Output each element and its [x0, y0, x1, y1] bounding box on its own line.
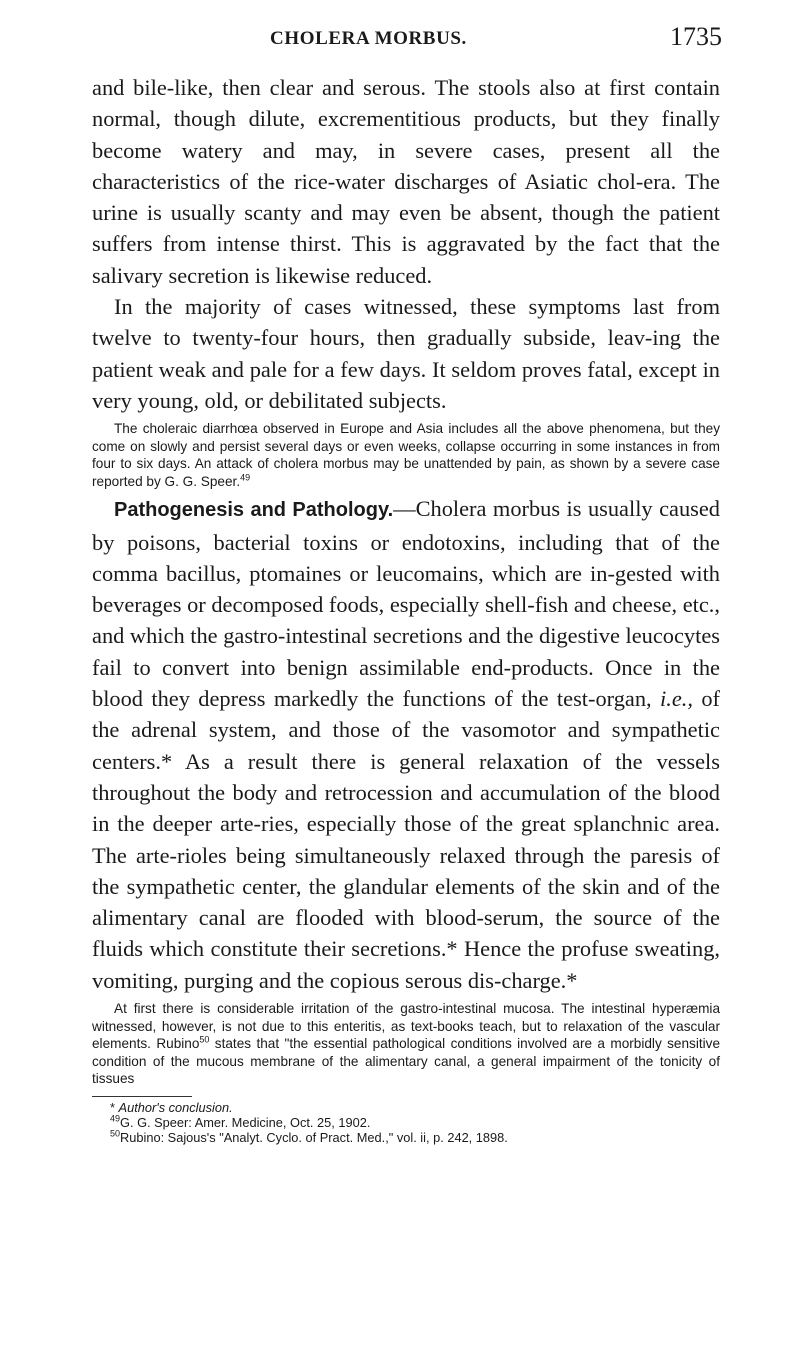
paragraph-continuation: and bile-like, then clear and serous. The stools also at first contain normal, though dilute, excrementitious products, but they finally become watery and may, in severe cases, present all the characteristics of the rice-water discharges of Asiatic chol-era. The urine is usually scanty and may even be absent, though the patient suffers from intense thirst. This is aggravated by the fact that the salivary secretion is likewise reduced.: [92, 75, 720, 288]
pathogenesis-ie: i.e.,: [660, 686, 693, 712]
pathogenesis-text-b: of the adrenal system, and those of the vasomotor and sympathetic centers.* As a result there is general relaxation of the vessels throughout the body and retrocession and accumulation of the blood in the deeper arte-ries, especially those of the great splanchnic area. The arte-rioles being simultaneously relaxed through the paresis of the sympathetic center, the glandular elements of the skin and of the alimentary canal are flooded with blood-serum, the source of the fluids which constitute their secretions.* Hence the profuse sweating, vomiting, purging and the copious serous dis-charge.*: [92, 686, 720, 993]
paragraph-pathogenesis: [92, 493, 720, 996]
paragraph-duration: In the majority of cases witnessed, these symptoms last from twelve to twenty-four hours, then gradually subside, leav-ing the patient weak and pale for a few days. It seldom proves fatal, except in very young, old, or debilitated subjects.: [92, 294, 720, 413]
page-number: 1735: [670, 22, 722, 51]
footnote-star: [110, 1100, 720, 1115]
irritation-text-a: At first there is considerable irritation of the gastro-intestinal mucosa. The intestinal hyperæmia witnessed, however, is not due to this enteritis, as text-books teach, but to relaxation of the vascular elements. Rubino: [92, 1001, 720, 1052]
footnote-star-text: Author's conclusion.: [118, 1099, 233, 1115]
page-header: [150, 22, 722, 54]
small-paragraph-choleraic: [92, 420, 720, 490]
pathogenesis-text-a: —Cholera morbus is usually caused by poisons, bacterial toxins or endotoxins, including that of the comma bacillus, ptomaines or leucomains, which are in-gested with beverages or decomposed foods, especially shell-fish and cheese, etc., and which the gastro-intestinal secretions and the digestive leucocytes fail to convert into benign assimilable end-products. Once in the blood they depress markedly the functions of the test-organ,: [92, 496, 720, 712]
footnote-50-mark: 50: [110, 1128, 121, 1139]
footnotes: [110, 1100, 720, 1145]
footnote-50: [110, 1130, 720, 1145]
footnote-star-mark: *: [110, 1099, 115, 1115]
section-heading: Pathogenesis and Pathology.: [114, 499, 394, 522]
footnote-rule: [92, 1096, 192, 1097]
footnote-ref-50: 50: [199, 1034, 210, 1045]
small-paragraph-irritation: [92, 1000, 720, 1088]
footnote-49-text: G. G. Speer: Amer. Medicine, Oct. 25, 1902.: [120, 1114, 371, 1130]
footnote-49-mark: 49: [110, 1113, 121, 1124]
small-paragraph-text: The choleraic diarrhœa observed in Europe and Asia includes all the above phenomena, but they come on slowly and persist several days or even weeks, collapse occurring in some instances in from four to six days. An attack of cholera morbus may be unattended by pain, as shown by a severe case reported by G. G. Speer.: [92, 421, 720, 489]
footnote-50-text: Rubino: Sajous's "Analyt. Cyclo. of Pract. Med.," vol. ii, p. 242, 1898.: [120, 1129, 508, 1145]
footnote-49: [110, 1115, 720, 1130]
main-text: [92, 72, 720, 1145]
footnote-ref-49: 49: [240, 472, 251, 483]
running-title: CHOLERA MORBUS.: [270, 28, 467, 49]
irritation-text-b: states that "the essential pathological conditions involved are a morbidly sensitive condition of the mucous membrane of the alimentary canal, a general impairment of the tonicity of tissues: [92, 1036, 721, 1087]
